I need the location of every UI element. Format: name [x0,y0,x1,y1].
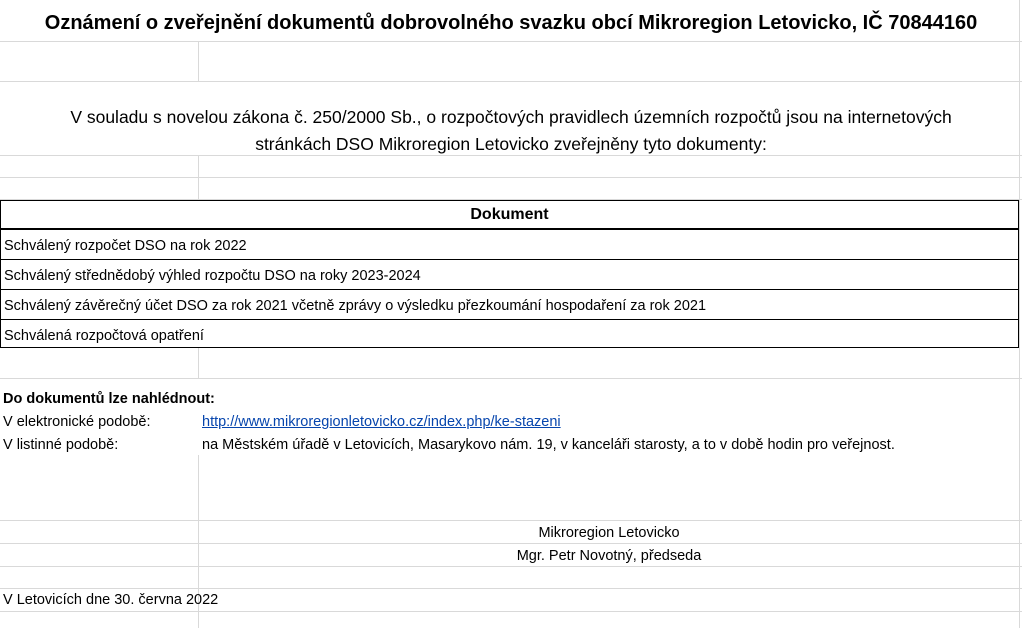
intro-line-1: V souladu s novelou zákona č. 250/2000 Sb., o rozpočtových pravidlech územních rozpočtů jsou na internetových [70,107,952,127]
electronic-label: V elektronické podobě: [3,414,151,430]
electronic-link[interactable]: http://www.mikroregionletovicko.cz/index.php/ke-stazeni [202,414,561,430]
document-cell: Schválený střednědobý výhled rozpočtu DSO na roky 2023-2024 [4,268,421,284]
date-text: V Letovicích dne 30. června 2022 [3,592,219,608]
document-cell: Schválený rozpočet DSO na rok 2022 [4,238,247,254]
paper-value: na Městském úřadě v Letovicích, Masarykovo nám. 19, v kanceláři starosty, a to v době hodin pro veřejnost. [202,437,895,453]
table-row[interactable] [1,320,1018,347]
signature-person: Mgr. Petr Novotný, předseda [516,548,702,564]
table-header-row [1,201,1018,230]
documents-table [0,200,1019,348]
table-row[interactable] [1,290,1018,320]
access-heading: Do dokumentů lze nahlédnout: [3,391,215,407]
intro-text [0,104,1022,158]
paper-label: V listinné podobě: [3,437,119,453]
table-row[interactable] [1,230,1018,260]
signature-org: Mikroregion Letovicko [538,525,680,541]
document-cell: Schválený závěrečný účet DSO za rok 2021 včetně zprávy o výsledku přezkoumání hospodaření za rok 2021 [4,298,707,314]
document-cell: Schválená rozpočtová opatření [4,328,204,344]
intro-line-2: stránkách DSO Mikroregion Letovicko zveřejněny tyto dokumenty: [255,134,767,154]
table-row[interactable] [1,260,1018,290]
page-title: Oznámení o zveřejnění dokumentů dobrovolného svazku obcí Mikroregion Letovicko, IČ 70844160 [44,12,978,34]
table-header-label: Dokument [470,206,549,223]
